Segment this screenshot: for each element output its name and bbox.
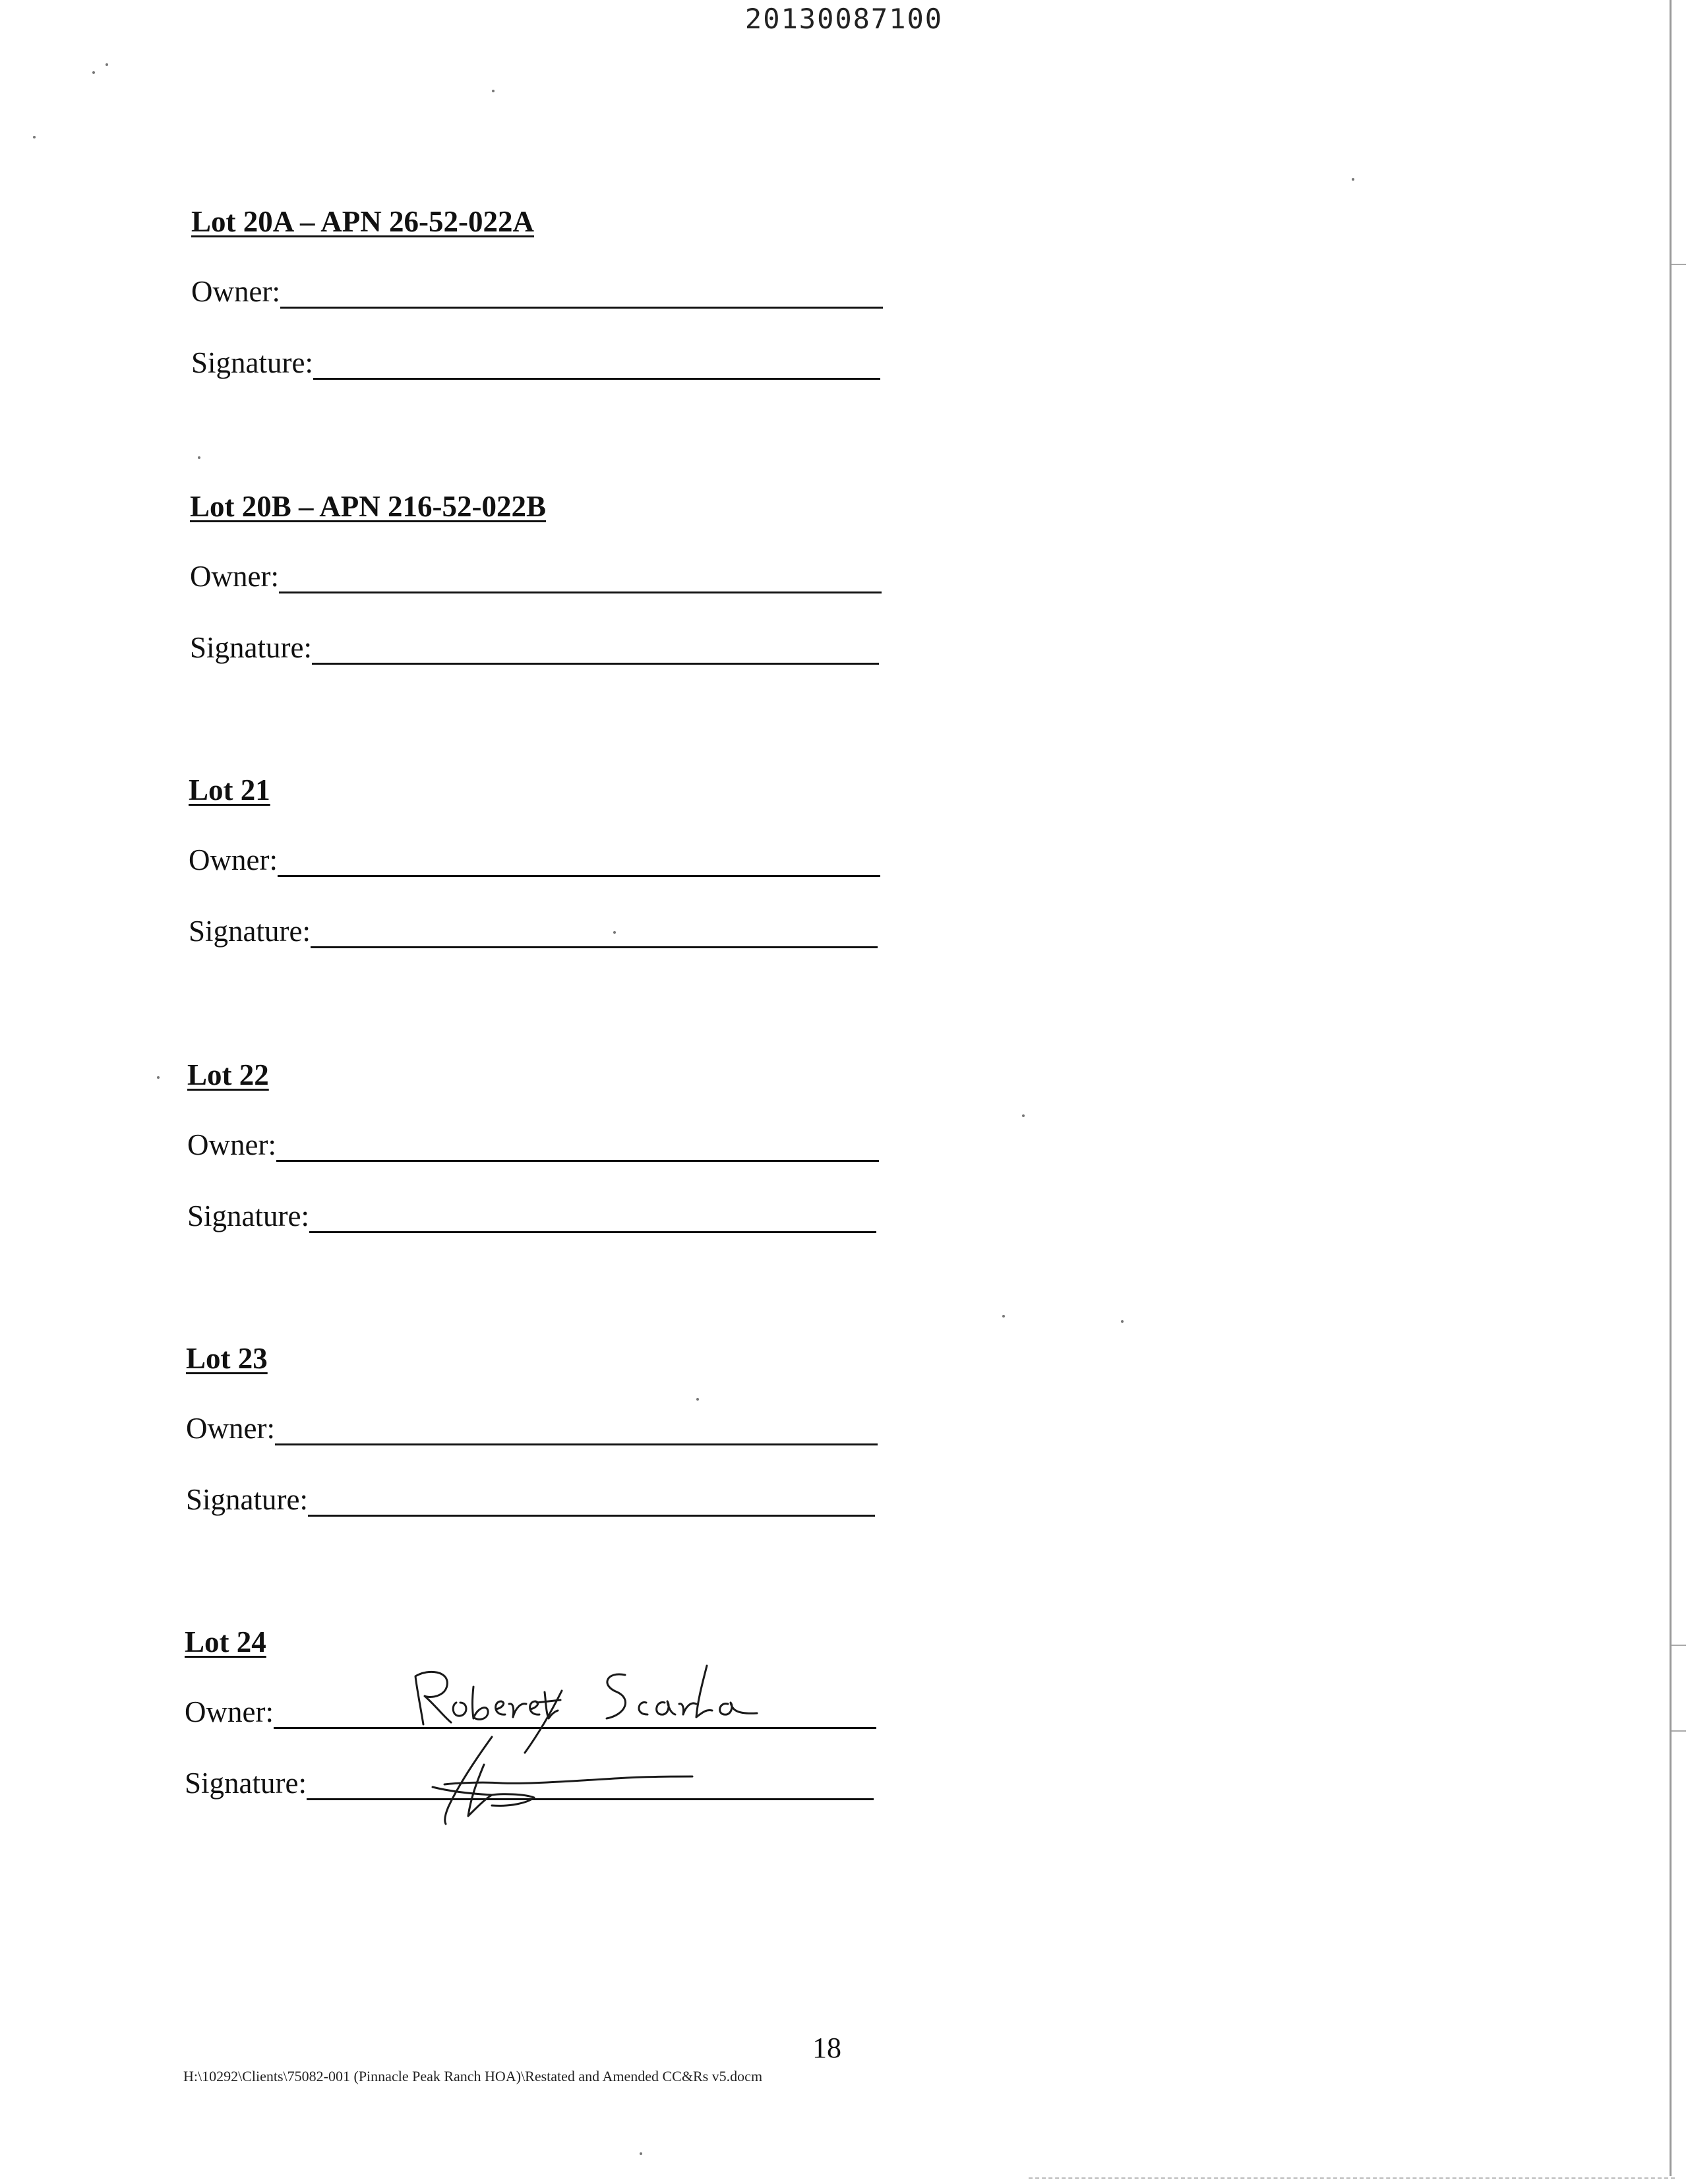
scan-speck: [33, 136, 36, 138]
scan-speck: [1022, 1114, 1025, 1117]
recording-number: 20130087100: [744, 3, 944, 35]
signature-label: Signature:: [190, 631, 312, 664]
signature-field: [191, 313, 917, 384]
signature-field: [186, 1449, 911, 1521]
scan-speck: [1121, 1320, 1124, 1323]
owner-field: [189, 810, 914, 881]
lot-block: [189, 770, 914, 952]
owner-line: [275, 1443, 878, 1445]
signature-label: Signature:: [191, 346, 313, 379]
owner-field: [191, 241, 917, 313]
lot-title: Lot 21: [189, 774, 270, 806]
owner-label: Owner:: [187, 1128, 276, 1161]
scan-speck: [1002, 1315, 1005, 1318]
scan-speck: [92, 71, 95, 74]
handwritten-signature: [429, 1734, 771, 1827]
lot-title: Lot 20A – APN 26-52-022A: [191, 205, 534, 238]
scan-edge-tick: [1672, 1645, 1686, 1646]
signature-line: [313, 378, 880, 380]
lot-title: Lot 24: [185, 1625, 266, 1658]
owner-line: [279, 592, 882, 593]
owner-label: Owner:: [185, 1695, 274, 1728]
scan-speck: [198, 456, 200, 459]
scan-edge-tick: [1672, 1730, 1686, 1732]
lot-block: [190, 487, 915, 669]
owner-field: [190, 526, 915, 597]
scan-speck: [696, 1398, 699, 1401]
scan-edge-tick: [1672, 264, 1686, 265]
scan-speck: [1352, 178, 1354, 181]
signature-label: Signature:: [185, 1767, 307, 1800]
owner-label: Owner:: [186, 1412, 275, 1445]
signature-field: [187, 1166, 913, 1237]
scan-edge-line: [1670, 0, 1672, 2176]
page-number: 18: [812, 2032, 841, 2064]
owner-line: [278, 875, 880, 877]
scan-speck: [492, 90, 495, 92]
owner-label: Owner:: [189, 843, 278, 876]
signature-field: [189, 881, 914, 952]
owner-label: Owner:: [190, 560, 279, 593]
signature-field: [190, 597, 915, 669]
owner-field: [186, 1378, 911, 1449]
scan-speck: [640, 2152, 642, 2155]
scan-speck: [157, 1076, 160, 1079]
signature-label: Signature:: [187, 1199, 309, 1232]
signature-line: [308, 1515, 875, 1517]
lot-title: Lot 20B – APN 216-52-022B: [190, 490, 546, 523]
lot-block: [187, 1055, 913, 1237]
signature-line: [309, 1231, 876, 1233]
scan-bottom-edge: [1029, 2177, 1675, 2179]
owner-field: [187, 1095, 913, 1166]
lot-block: [186, 1339, 911, 1521]
signature-line: [312, 663, 879, 665]
handwritten-owner-name: [409, 1662, 778, 1741]
lot-block: [191, 202, 917, 384]
owner-line: [276, 1160, 879, 1162]
footer-file-path: H:\10292\Clients\75082-001 (Pinnacle Peak Ranch HOA)\Restated and Amended CC&Rs v5.docm: [183, 2068, 763, 2084]
signature-label: Signature:: [189, 915, 311, 948]
scan-speck: [106, 63, 108, 66]
scan-speck: [613, 931, 616, 934]
owner-line: [280, 307, 883, 309]
lot-title: Lot 23: [186, 1342, 268, 1375]
owner-label: Owner:: [191, 275, 280, 308]
signature-label: Signature:: [186, 1483, 308, 1516]
lot-title: Lot 22: [187, 1058, 269, 1091]
signature-line: [311, 946, 878, 948]
